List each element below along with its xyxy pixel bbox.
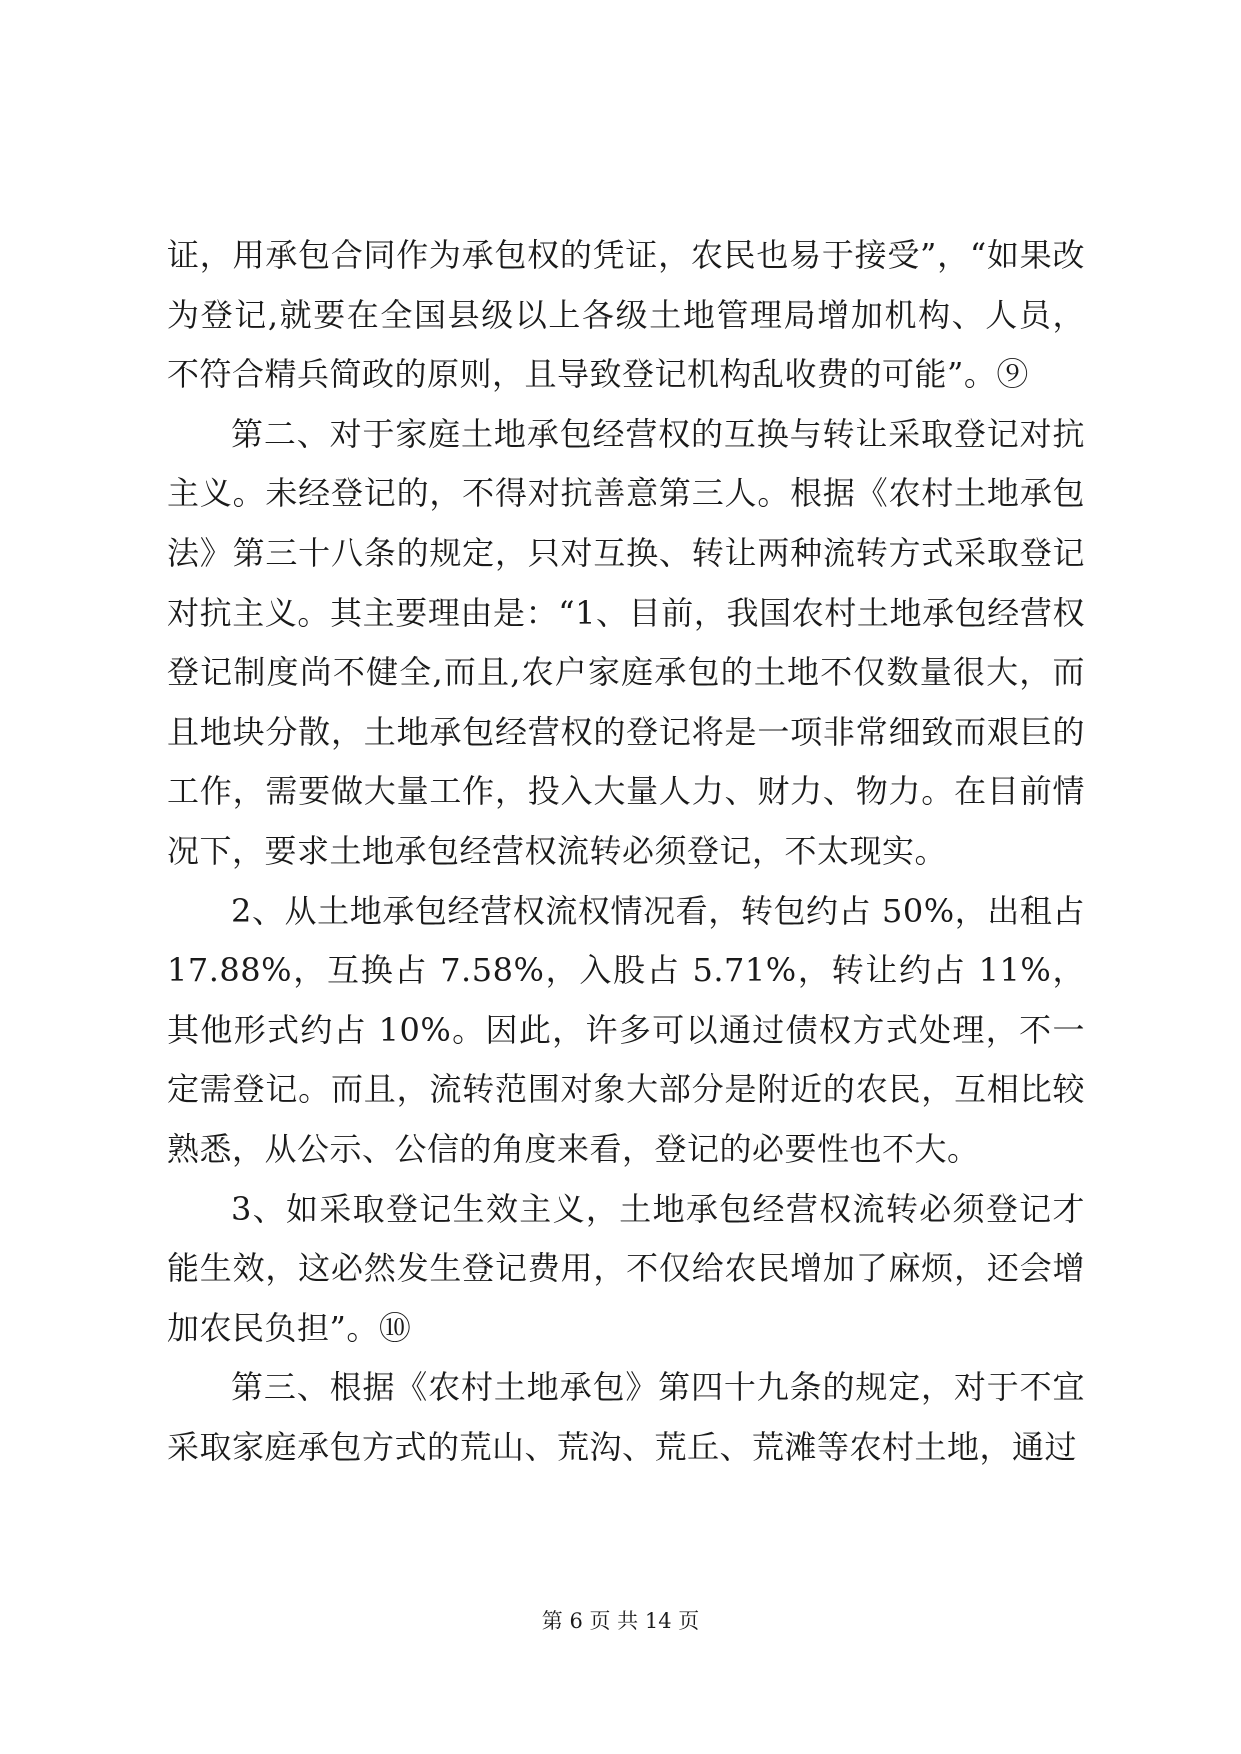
paragraph-second-point: 第二、对于家庭土地承包经营权的互换与转让采取登记对抗主义。未经登记的，不得对抗善意第三人。根据《农村土地承包法》第三十八条的规定，只对互换、转让两种流转方式采取登记对抗主义。其主要理由是：“1、目前，我国农村土地承包经营权登记制度尚不健全,而且,农户家庭承包的土地不仅数量很大，而且地块分散，土地承包经营权的登记将是一项非常细致而艰巨的工作，需要做大量工作，投入大量人力、财力、物力。在目前情况下，要求土地承包经营权流转必须登记，不太现实。 — [167, 414, 1085, 870]
document-body — [167, 226, 1085, 1477]
paragraph-continuation: 证，用承包合同作为承包权的凭证，农民也易于接受”，“如果改为登记,就要在全国县级以上各级土地管理局增加机构、人员，不符合精兵简政的原则，且导致登记机构乱收费的可能”。⑨ — [167, 236, 1085, 394]
page-number-footer: 第 6 页 共 14 页 — [541, 1609, 700, 1633]
paragraph-registration-effect: 3、如采取登记生效主义，土地承包经营权流转必须登记才能生效，这必然发生登记费用，不仅给农民增加了麻烦，还会增加农民负担”。⑩ — [167, 1189, 1085, 1347]
paragraph-statistics: 2、从土地承包经营权流权情况看，转包约占 50%，出租占 17.88%，互换占 7.58%，入股占 5.71%，转让约占 11%，其他形式约占 10%。因此，许多可以通过债权方式处理，不一定需登记。而且，流转范围对象大部分是附近的农民，互相比较熟悉，从公示、公信的角度来看，登记的必要性也不大。 — [167, 891, 1085, 1168]
paragraph-third-point: 第三、根据《农村土地承包》第四十九条的规定，对于不宜采取家庭承包方式的荒山、荒沟、荒丘、荒滩等农村土地，通过 — [167, 1368, 1085, 1466]
